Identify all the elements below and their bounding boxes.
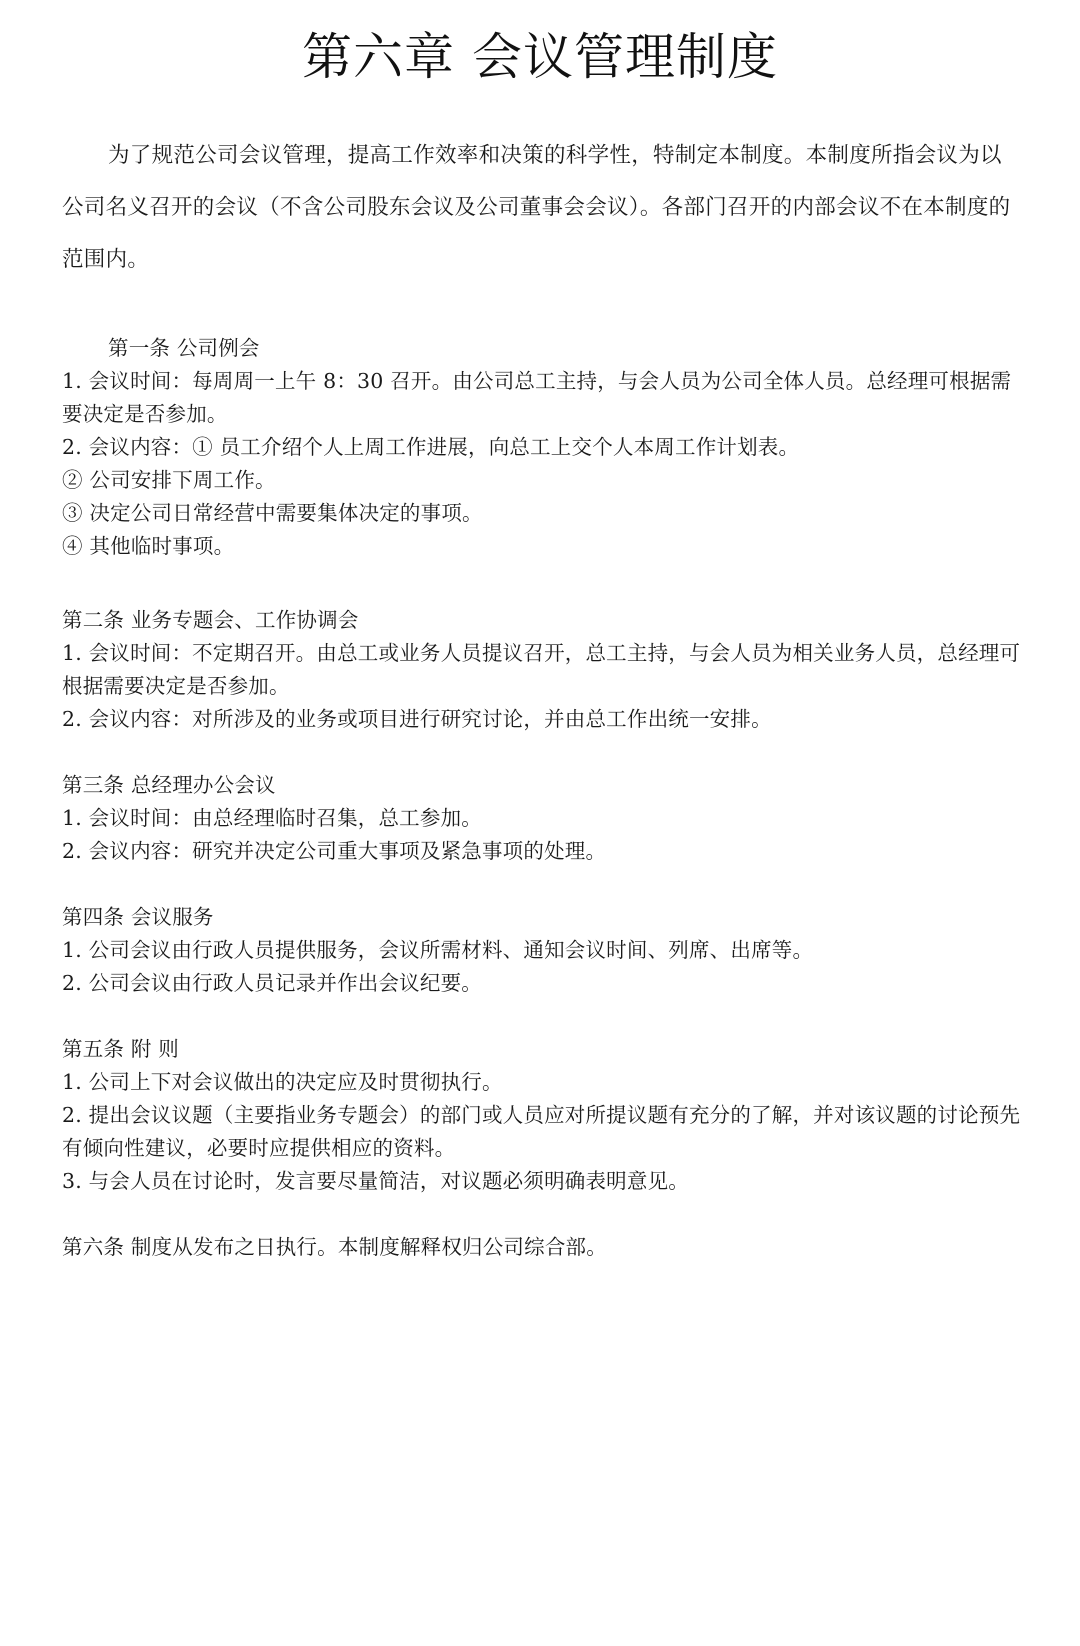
article-4	[62, 901, 1022, 1000]
intro-paragraph: 为了规范公司会议管理，提高工作效率和决策的科学性，特制定本制度。本制度所指会议为以公司名义召开的会议（不含公司股东会议及公司董事会会议）。各部门召开的内部会议不在本制度的范围内。	[62, 143, 1011, 272]
article-line: 3. 与会人员在讨论时，发言要尽量简洁，对议题必须明确表明意见。	[62, 1169, 689, 1193]
article-line: 2. 会议内容：对所涉及的业务或项目进行研究讨论，并由总工作出统一安排。	[62, 707, 772, 731]
article-line: ③ 决定公司日常经营中需要集体决定的事项。	[62, 501, 483, 525]
article-line: 1. 会议时间：由总经理临时召集，总工参加。	[62, 806, 482, 830]
article-heading: 第六条 制度从发布之日执行。本制度解释权归公司综合部。	[62, 1235, 607, 1259]
article-line: ② 公司安排下周工作。	[62, 468, 276, 492]
article-line: 1. 会议时间：每周周一上午 8：30 召开。由公司总工主持，与会人员为公司全体人员。总经理可根据需要决定是否参加。	[62, 369, 1012, 426]
article-1	[62, 332, 1022, 563]
article-line: 2. 公司会议由行政人员记录并作出会议纪要。	[62, 971, 482, 995]
article-heading: 第一条 公司例会	[108, 336, 260, 360]
article-line: ④ 其他临时事项。	[62, 534, 235, 558]
article-heading: 第二条 业务专题会、工作协调会	[62, 608, 359, 632]
chapter-title: 第六章 会议管理制度	[302, 28, 778, 86]
article-heading: 第三条 总经理办公会议	[62, 773, 276, 797]
article-line: 1. 会议时间：不定期召开。由总工或业务人员提议召开，总工主持，与会人员为相关业务人员，总经理可根据需要决定是否参加。	[62, 641, 1021, 698]
article-line: 1. 公司会议由行政人员提供服务，会议所需材料、通知会议时间、列席、出席等。	[62, 938, 814, 962]
article-line: 1. 公司上下对会议做出的决定应及时贯彻执行。	[62, 1070, 503, 1094]
article-line: 2. 会议内容：① 员工介绍个人上周工作进展，向总工上交个人本周工作计划表。	[62, 435, 800, 459]
article-6	[62, 1231, 1022, 1264]
article-5	[62, 1033, 1022, 1198]
article-3	[62, 769, 1022, 868]
article-line: 2. 会议内容：研究并决定公司重大事项及紧急事项的处理。	[62, 839, 607, 863]
article-heading: 第五条 附 则	[62, 1037, 179, 1061]
article-line: 2. 提出会议议题（主要指业务专题会）的部门或人员应对所提议题有充分的了解，并对该议题的讨论预先有倾向性建议，必要时应提供相应的资料。	[62, 1103, 1021, 1160]
article-heading: 第四条 会议服务	[62, 905, 214, 929]
article-2	[62, 604, 1022, 736]
